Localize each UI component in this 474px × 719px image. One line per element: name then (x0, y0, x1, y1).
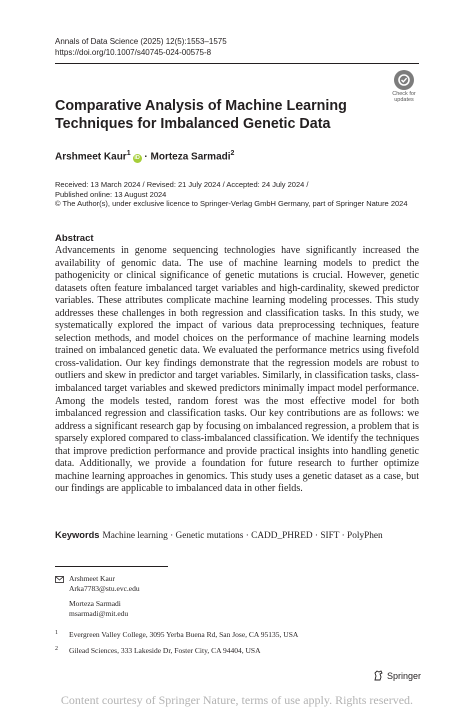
author-1-name[interactable]: Arshmeet Kaur (55, 151, 127, 163)
contact-email-1[interactable]: Arka7783@stu.evc.edu (69, 583, 140, 593)
check-text-line1: Check for (392, 91, 416, 97)
contact-name-2: Morteza Sarmadi (69, 599, 121, 608)
keywords-label: Keywords (55, 530, 100, 540)
affiliation-2-number: 2 (55, 646, 58, 652)
header-rule (55, 63, 419, 64)
orcid-icon[interactable]: iD (134, 155, 140, 162)
dates-line-2: Published online: 13 August 2024 (55, 189, 167, 199)
contact-name-1: Arshmeet Kaur (69, 574, 116, 583)
check-text-line2: updates (394, 97, 414, 103)
springer-horse-logo (373, 670, 384, 681)
check-for-updates-icon (394, 70, 414, 90)
courtesy-notice: Content courtesy of Springer Nature, terms of use apply. Rights reserved. (60, 693, 414, 707)
abstract-text: Advancements in genome sequencing technologies have significantly increased the availability of genomic data. The use of machine learning models to predict the pathogenicity or clinical significance of genetic mutations is crucial. However, genetic datasets often feature imbalanced target variables and high-cardinality, skewed predictor variables. These attributes complicate machine learning modeling processes. This study addresses these challenges in both regression and classification tasks. In this study, we systematically explored the impact of various data preprocessing techniques, feature selection methods, and model choices on the performance of machine learning models trained on imbalanced genetic data. We evaluated the performance metrics using fivefold cross-validation. Our key findings demonstrate that the regression models are robust to outliers and skew in predictor and target variables. Similarly, in classification tasks, class-imbalanced target variables and skewed predictors minimally impact model performance. Among the models tested, random forest was the most effective model for both imbalanced regression and classification tasks. Our key contributions are as follows: we address a significant research gap by focusing on imbalanced regression, a problem that is sparsely explored compared to class-imbalanced classification. We identify the techniques that improve prediction performance and provide practical insights into handling genetic data. Additionally, we provide a foundation for future research to further optimize machine learning approaches in genomics. This study uses a genetic dataset as a case, but our findings are applicable to imbalanced data in other fields. (55, 245, 419, 495)
doi-link[interactable]: https://doi.org/10.1007/s40745-024-00575-8 (55, 48, 212, 57)
author-line (55, 150, 234, 163)
publisher-name: Springer (387, 670, 422, 681)
keywords-block (55, 529, 419, 543)
keywords-list: Machine learning · Genetic mutations · CADD_PHRED · SIFT · PolyPhen (102, 531, 383, 541)
journal-citation: Annals of Data Science (2025) 12(5):1553–1575 (55, 37, 227, 46)
affiliation-1-number: 1 (55, 630, 58, 636)
contact-email-2[interactable]: msarmadi@mit.edu (69, 608, 129, 618)
springer-logo (373, 670, 421, 681)
author-2-name[interactable]: Morteza Sarmadi (150, 151, 231, 163)
copyright-line: © The Author(s), under exclusive licence to Springer-Verlag GmbH Germany, part of Springer Nature 2024 (55, 199, 408, 209)
footnote-rule (55, 566, 168, 567)
affiliation-2-text: Gilead Sciences, 333 Lakeside Dr, Foster City, CA 94404, USA (69, 646, 261, 655)
paper-title: Comparative Analysis of Machine Learning Techniques for Imbalanced Genetic Data (55, 98, 347, 132)
author-1-affiliation: 1 (126, 150, 131, 157)
affiliation-1-text: Evergreen Valley College, 3095 Yerba Buena Rd, San Jose, CA 95135, USA (69, 630, 299, 639)
abstract-heading: Abstract (55, 233, 94, 244)
dates-line-1: Received: 13 March 2024 / Revised: 21 July 2024 / Accepted: 24 July 2024 / (55, 180, 309, 189)
author-separator: · (141, 151, 151, 163)
publication-dates (55, 180, 425, 209)
envelope-icon (55, 576, 64, 583)
journal-header (55, 36, 227, 58)
author-2-affiliation: 2 (230, 150, 235, 157)
